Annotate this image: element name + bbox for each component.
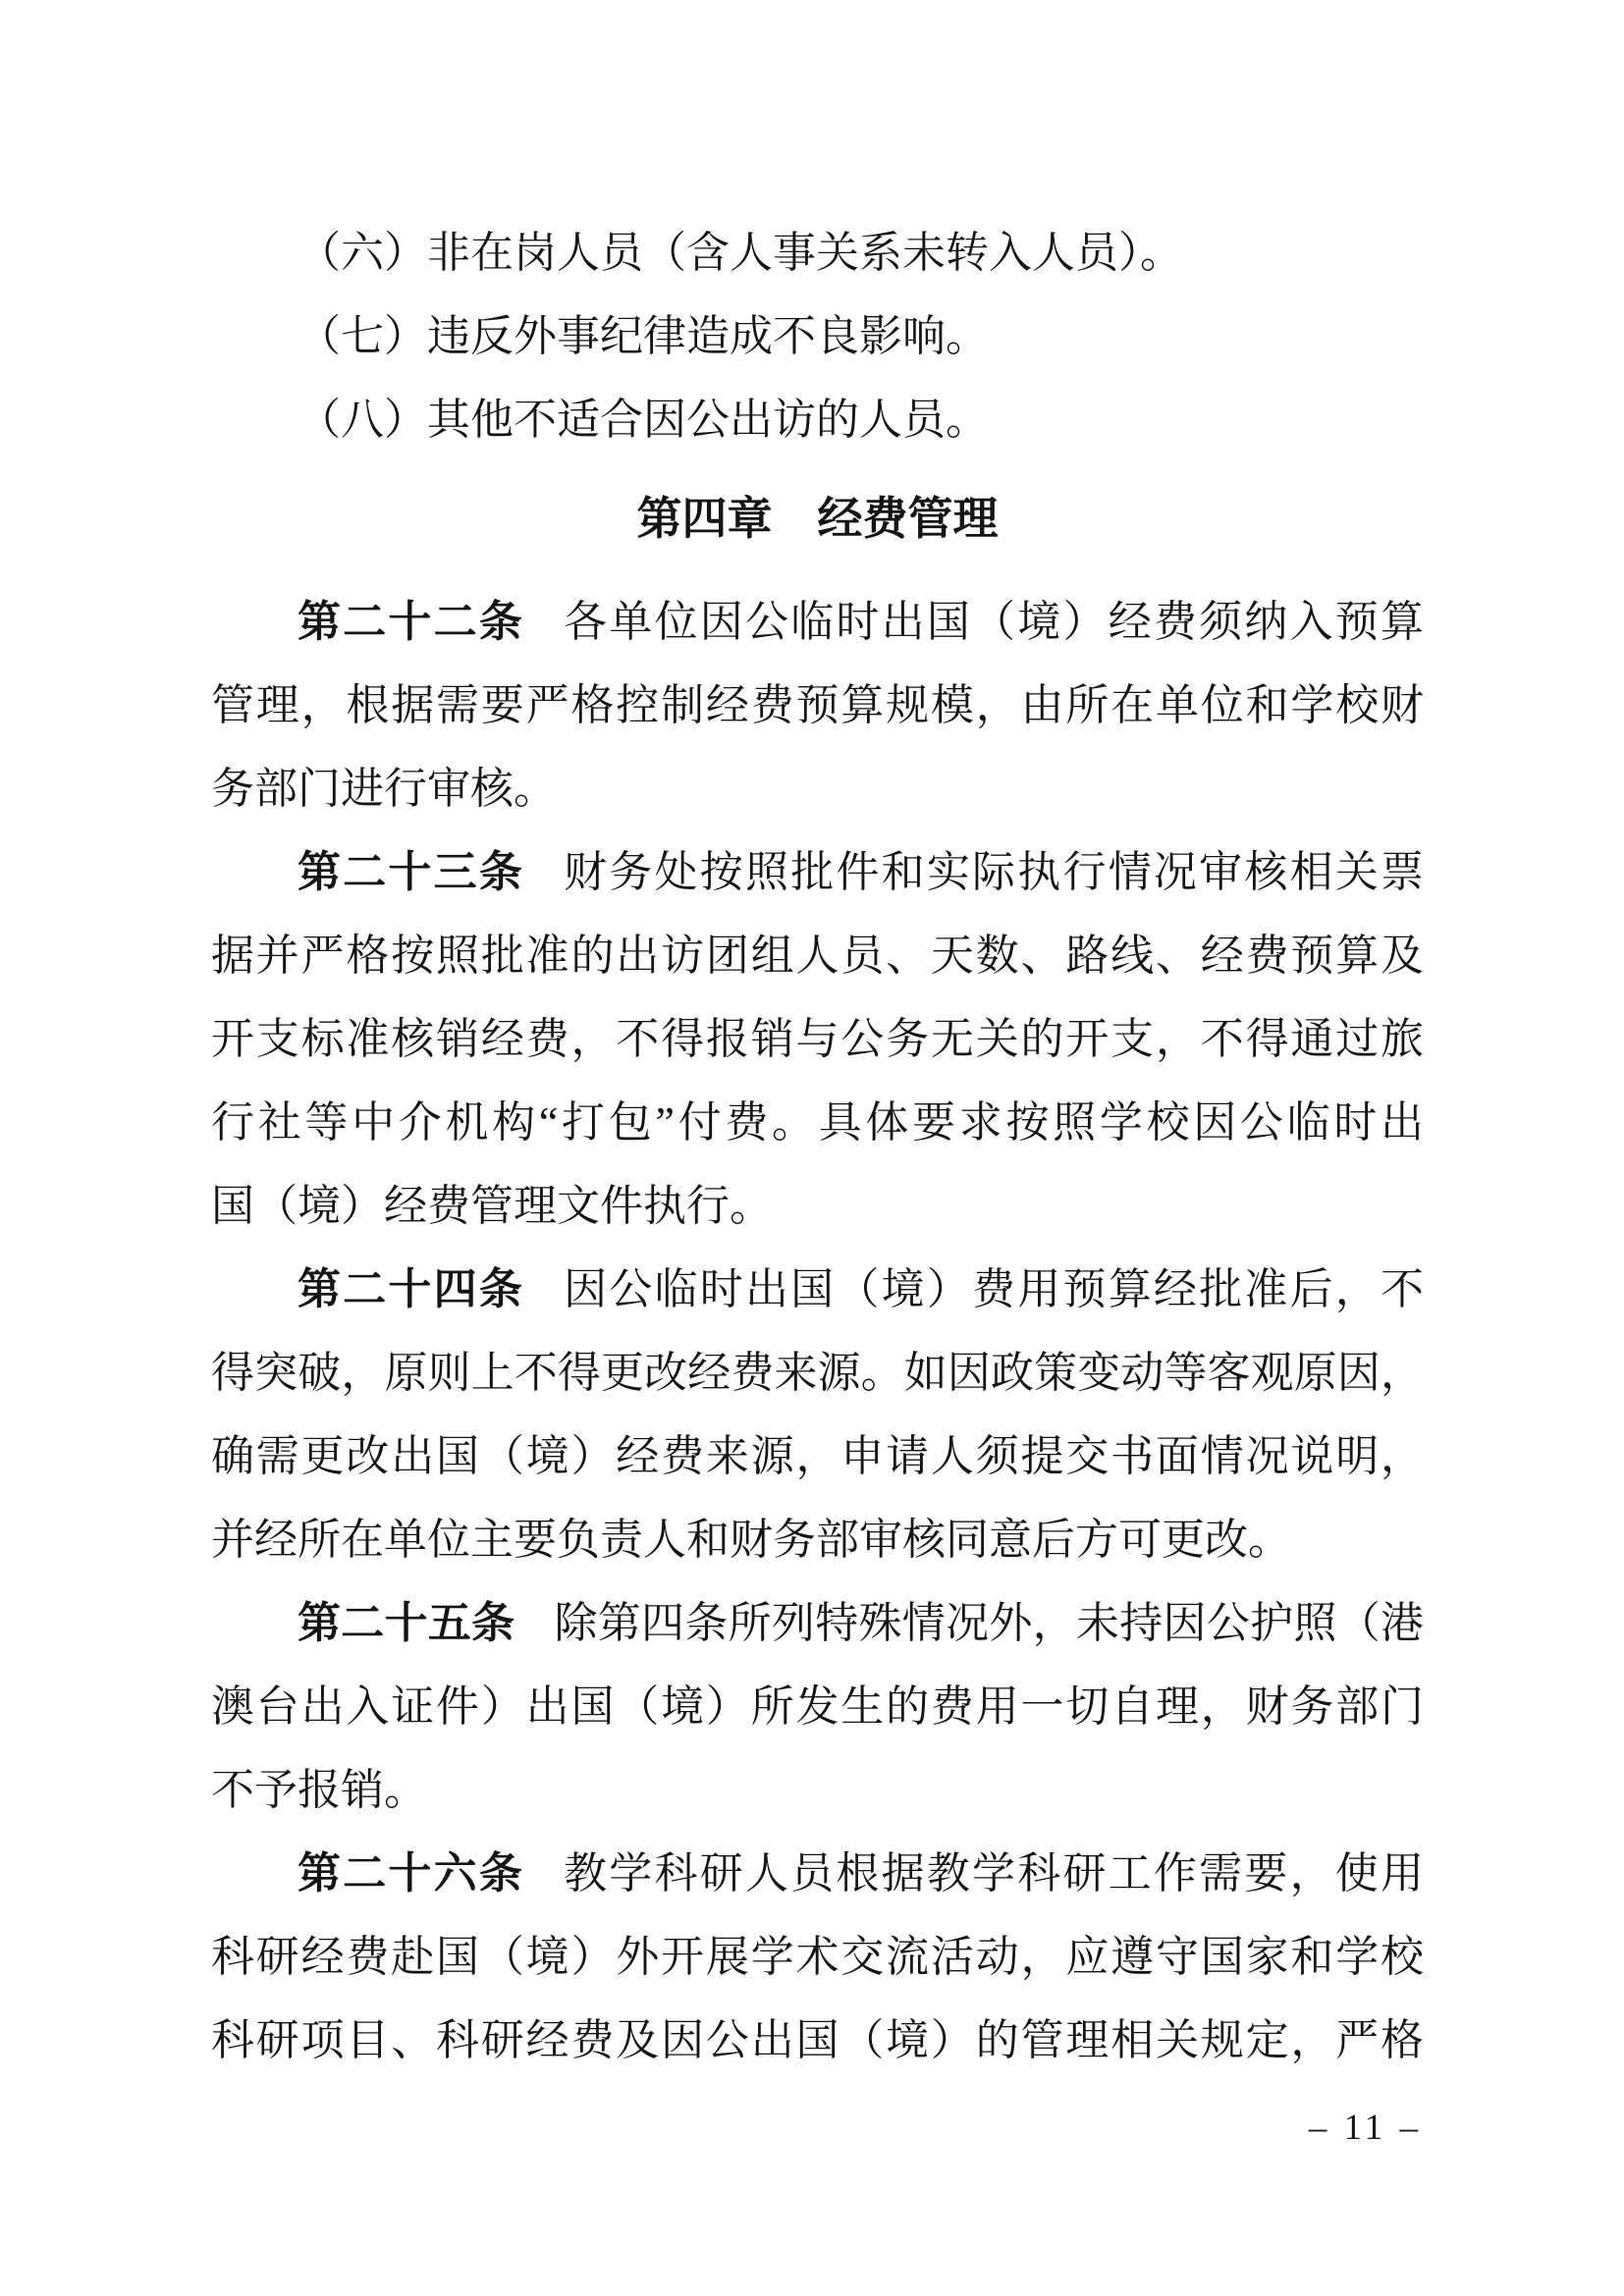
article-text: 教学科研人员根据教学科研工作需要，使用 — [564, 1849, 1424, 1897]
document-body — [211, 211, 1424, 2082]
article-first-line — [211, 580, 1424, 664]
page-number: – 11 – — [1308, 2108, 1422, 2148]
article-first-line — [211, 1248, 1424, 1331]
article-text: 除第四条所列特殊情况外，未持因公护照（港 — [554, 1599, 1424, 1647]
text-line: 得突破，原则上不得更改经费来源。如因政策变动等客观原因， — [211, 1349, 1424, 1397]
article-number: 第二十二条 — [298, 598, 525, 646]
text-line: 国（境）经费管理文件执行。 — [211, 1182, 773, 1230]
article-number: 第二十三条 — [298, 848, 525, 896]
text-line: 务部门进行审核。 — [211, 765, 557, 813]
text-line: 确需更改出国（境）经费来源，申请人须提交书面情况说明， — [211, 1432, 1424, 1480]
article-number: 第二十四条 — [298, 1265, 525, 1313]
text-line: 管理，根据需要严格控制经费预算规模，由所在单位和学校财 — [211, 681, 1424, 729]
text-line: 并经所在单位主要负责人和财务部审核同意后方可更改。 — [211, 1516, 1291, 1564]
list-item-line: （八）其他不适合因公出访的人员。 — [298, 396, 989, 444]
text-line: 不予报销。 — [211, 1766, 427, 1814]
article-number: 第二十六条 — [298, 1849, 525, 1897]
text-line: 科研项目、科研经费及因公出国（境）的管理相关规定，严格 — [211, 2016, 1424, 2064]
article-text: 财务处按照批件和实际执行情况审核相关票 — [564, 848, 1424, 896]
article-first-line — [211, 1581, 1424, 1665]
article-text: 各单位因公临时出国（境）经费须纳入预算 — [564, 598, 1424, 646]
list-item-line: （七）违反外事纪律造成不良影响。 — [298, 312, 989, 360]
text-line: 行社等中介机构“打包”付费。具体要求按照学校因公临时出 — [211, 1098, 1424, 1147]
chapter-heading: 第四章 经费管理 — [636, 493, 999, 544]
text-line: 科研经费赴国（境）外开展学术交流活动，应遵守国家和学校 — [211, 1933, 1424, 1981]
text-line: 开支标准核销经费，不得报销与公务无关的开支，不得通过旅 — [211, 1015, 1424, 1063]
article-text: 因公临时出国（境）费用预算经批准后，不 — [564, 1265, 1424, 1313]
article-first-line — [211, 1832, 1424, 1915]
text-line: 据并严格按照批准的出访团组人员、天数、路线、经费预算及 — [211, 932, 1424, 980]
text-line: 澳台出入证件）出国（境）所发生的费用一切自理，财务部门 — [211, 1682, 1424, 1731]
article-number: 第二十五条 — [298, 1599, 515, 1647]
list-item-line: （六）非在岗人员（含人事关系未转入人员）。 — [298, 229, 1183, 277]
article-first-line — [211, 830, 1424, 914]
